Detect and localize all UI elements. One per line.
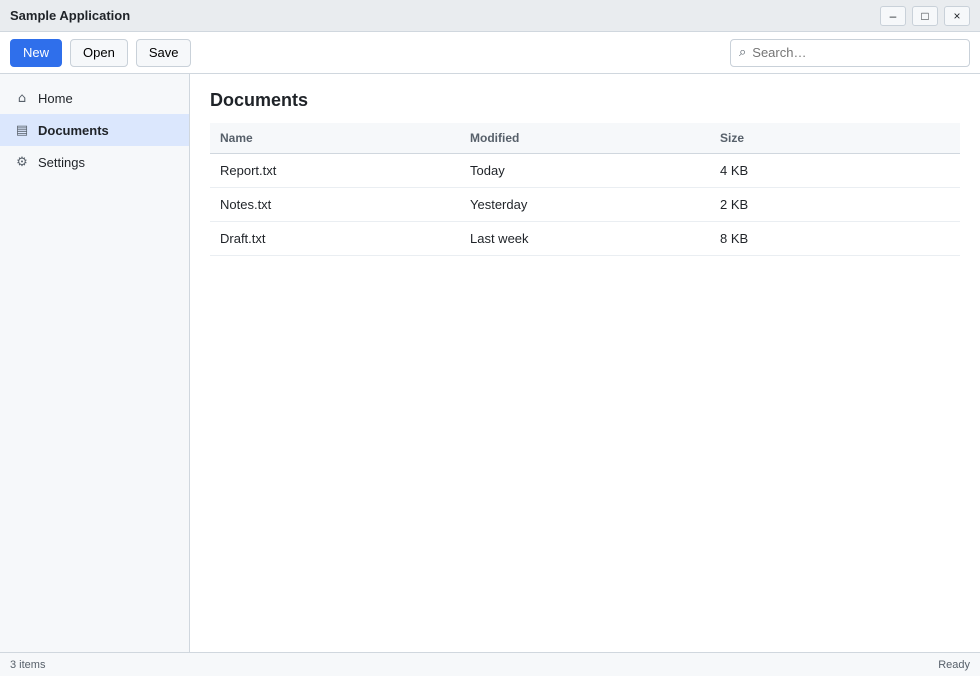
status-right: Ready [938, 658, 970, 671]
toolbar [0, 32, 980, 74]
sidebar-item-settings[interactable] [0, 146, 189, 178]
cell-modified: Today [460, 154, 710, 188]
cell-size: 2 KB [710, 188, 960, 222]
page-title: Documents [210, 90, 309, 110]
cell-name: Notes.txt [210, 188, 460, 222]
table-row[interactable] [210, 222, 960, 256]
cell-size: 4 KB [710, 154, 960, 188]
status-bar [0, 652, 980, 676]
cell-name: Report.txt [210, 154, 460, 188]
column-header-size[interactable]: Size [710, 123, 960, 154]
home-icon: ⌂ [17, 90, 27, 106]
title-bar [0, 0, 980, 32]
new-button[interactable]: New [10, 39, 62, 67]
search-input[interactable] [752, 45, 961, 60]
minimize-icon[interactable]: – [880, 6, 906, 26]
table-header-row [210, 123, 960, 154]
sidebar-item-label: Home [38, 90, 73, 106]
column-header-name[interactable]: Name [210, 123, 460, 154]
maximize-icon[interactable]: □ [912, 6, 938, 26]
gear-icon: ⚙ [16, 154, 28, 170]
file-table [210, 123, 960, 256]
main-panel [190, 74, 980, 652]
window-controls [880, 6, 970, 26]
cell-modified: Yesterday [460, 188, 710, 222]
open-button[interactable]: Open [70, 39, 128, 67]
save-button[interactable]: Save [136, 39, 192, 67]
sidebar-item-label: Documents [38, 122, 109, 138]
content-area [0, 74, 980, 652]
document-icon: ▤ [15, 122, 29, 138]
sidebar-item-label: Settings [38, 154, 85, 170]
sidebar-item-home[interactable] [0, 82, 189, 114]
window-title: Sample Application [10, 8, 131, 23]
search-icon: ⌕ [739, 45, 747, 60]
cell-size: 8 KB [710, 222, 960, 256]
sidebar [0, 74, 190, 652]
cell-modified: Last week [460, 222, 710, 256]
sidebar-item-documents[interactable] [0, 114, 189, 146]
close-icon[interactable]: × [944, 6, 970, 26]
search-box [730, 39, 970, 67]
table-row[interactable] [210, 154, 960, 188]
cell-name: Draft.txt [210, 222, 460, 256]
table-row[interactable] [210, 188, 960, 222]
status-left: 3 items [10, 658, 46, 671]
column-header-modified[interactable]: Modified [460, 123, 710, 154]
